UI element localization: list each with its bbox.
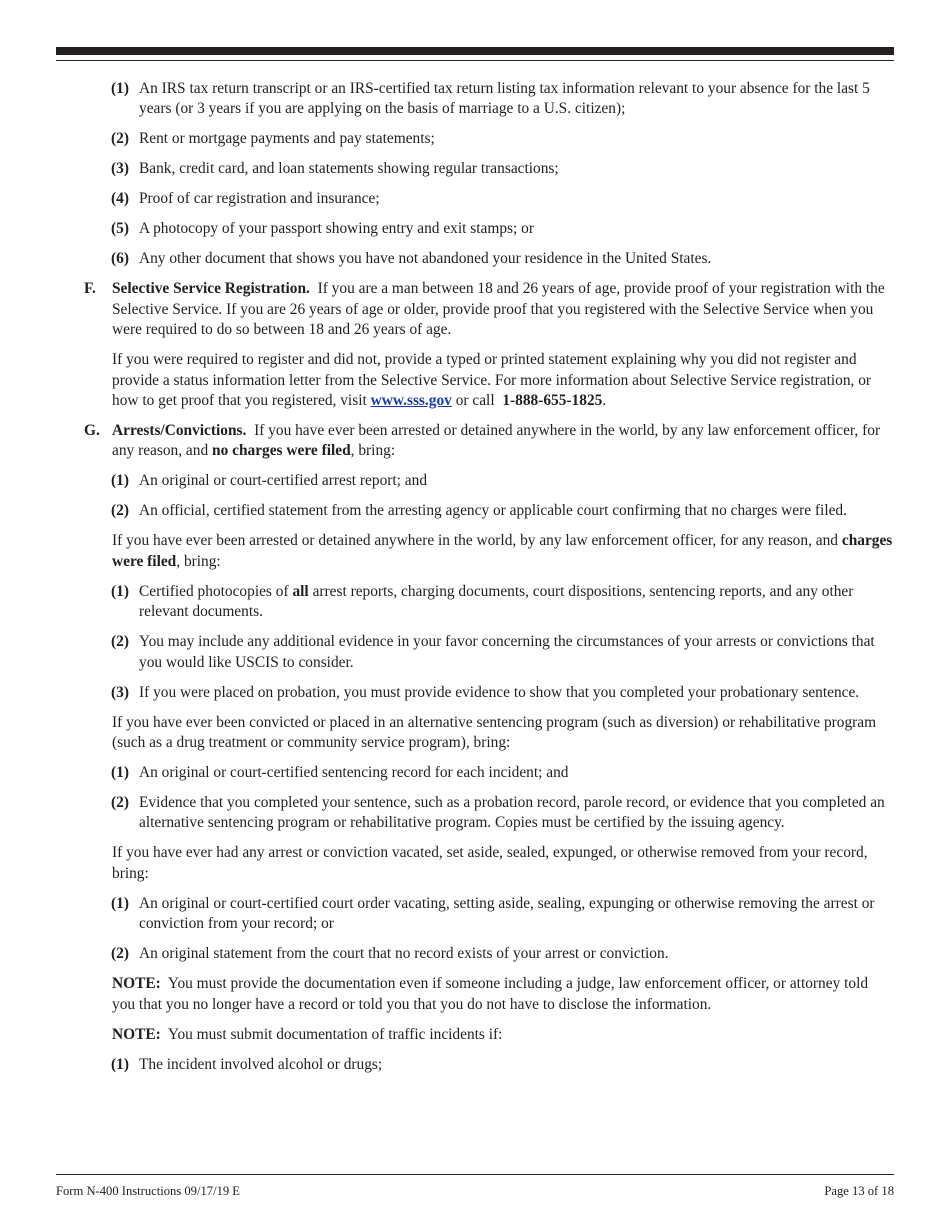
section-f: F. Selective Service Registration. If you are a man between 18 and 26 years of age, provide proof of your registration with the Selective Service. If you are 26 years of age or older, provide proof that you registered with the Selective Service when you were required to do so between 18 and 26 years of age. <box>84 280 885 339</box>
paragraph: If you were required to register and did not, provide a typed or printed statement explaining why you did not register and provide a status information letter from the Selective Service. For more information about Selective Service registration, or how to get proof that you registered, visit www.sss.gov or call 1-888-655-1825. <box>112 351 872 410</box>
list-item: (2) Evidence that you completed your sentence, such as a probation record, parole record, or evidence that you completed an alternative sentencing program or rehabilitative program. Copies must be certified by the issuing agency. <box>111 794 885 832</box>
page-number: Page 13 of 18 <box>824 1184 894 1198</box>
header-rule-thin <box>56 60 894 61</box>
sss-link[interactable]: www.sss.gov <box>370 392 452 410</box>
section-letter: F. <box>84 280 96 298</box>
section-letter: G. <box>84 422 100 440</box>
footer-rule <box>56 1174 894 1175</box>
list-item: (2) You may include any additional evidence in your favor concerning the circumstances of your arrests or convictions that you would like USCIS to consider. <box>111 633 875 671</box>
list-item: (2) An original statement from the court that no record exists of your arrest or conviction. <box>111 945 669 963</box>
list-item: (3) Bank, credit card, and loan statements showing regular transactions; <box>111 160 559 178</box>
paragraph: If you have ever been arrested or detained anywhere in the world, by any law enforcement officer, for any reason, and charges were filed, bring: <box>112 532 893 570</box>
list-item: (1) An IRS tax return transcript or an IRS-certified tax return listing tax information relevant to your absence for the last 5 years (or 3 years if you are applying on the basis of marriage to a U.S. citizen); <box>111 80 870 118</box>
form-info: Form N-400 Instructions 09/17/19 E <box>56 1184 240 1198</box>
list-item: (1) An original or court-certified sentencing record for each incident; and <box>111 764 569 782</box>
page-content <box>56 79 894 1085</box>
section-heading: Arrests/Convictions. <box>112 422 247 440</box>
list-item: (4) Proof of car registration and insurance; <box>111 190 380 208</box>
note: NOTE: You must submit documentation of traffic incidents if: <box>112 1025 503 1043</box>
list-item: (1) An original or court-certified arrest report; and <box>111 472 428 490</box>
list-item: (3) If you were placed on probation, you must provide evidence to show that you completed your probationary sentence. <box>111 683 860 701</box>
phone-number: 1-888-655-1825 <box>502 392 603 410</box>
paragraph: If you have ever been convicted or placed in an alternative sentencing program (such as diversion) or rehabilitative program (such as a drug treatment or community service program), bring: <box>112 713 877 752</box>
note: NOTE: You must provide the documentation even if someone including a judge, law enforcement officer, or attorney told you that you no longer have a record or told you that you do not have to disclose the information. <box>112 975 869 1013</box>
paragraph: If you have ever had any arrest or conviction vacated, set aside, sealed, expunged, or otherwise removed from your record, bring: <box>112 844 868 882</box>
list-item: (2) Rent or mortgage payments and pay statements; <box>111 130 435 148</box>
list-item: (1) An original or court-certified court order vacating, setting aside, sealing, expunging or otherwise removing the arrest or conviction from your record; or <box>111 894 875 933</box>
header-rule-thick <box>56 47 894 55</box>
list-item: (1) Certified photocopies of all arrest reports, charging documents, court dispositions, sentencing reports, and any other relevant documents. <box>111 582 854 621</box>
list-item: (5) A photocopy of your passport showing entry and exit stamps; or <box>111 220 534 238</box>
list-item: (6) Any other document that shows you have not abandoned your residence in the United States. <box>111 250 712 268</box>
section-g: G. Arrests/Convictions. If you have ever been arrested or detained anywhere in the world, by any law enforcement officer, for any reason, and no charges were filed, bring: <box>84 422 881 460</box>
list-item: (2) An official, certified statement from the arresting agency or applicable court confirming that no charges were filed. <box>111 502 847 520</box>
section-heading: Selective Service Registration. <box>112 280 310 298</box>
list-item: (1) The incident involved alcohol or drugs; <box>111 1055 383 1073</box>
